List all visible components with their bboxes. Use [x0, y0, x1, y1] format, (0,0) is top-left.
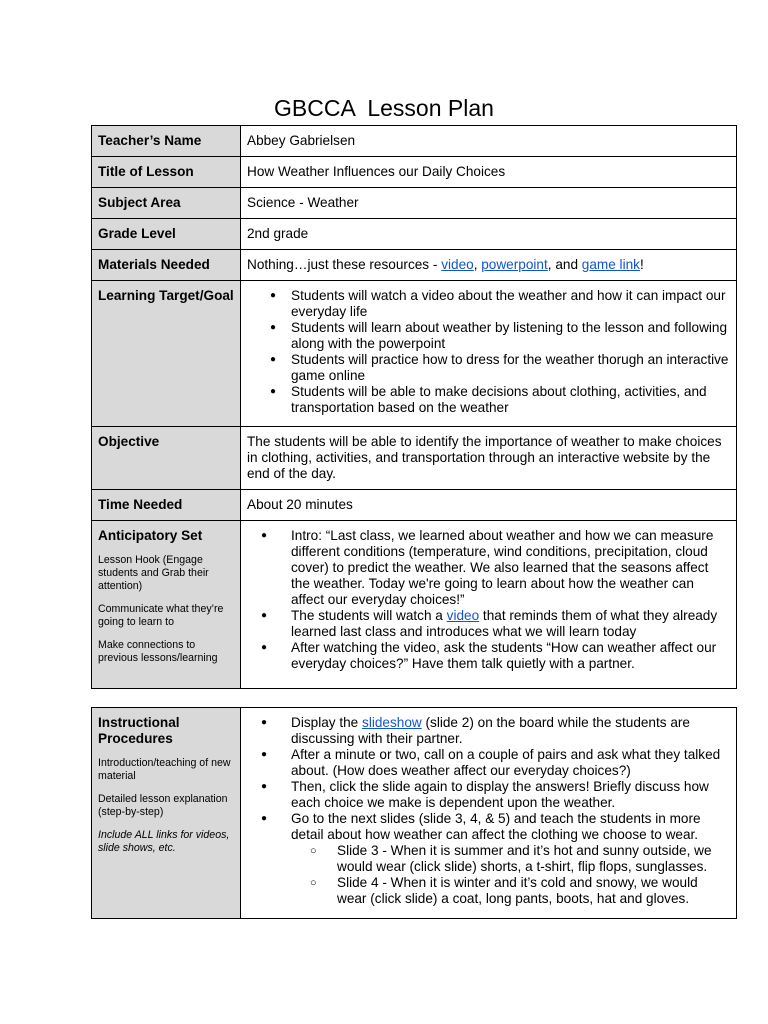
game-link[interactable]: game link — [581, 257, 640, 272]
list-item — [247, 811, 730, 907]
lesson-title-label: Title of Lesson — [92, 157, 241, 188]
list-item-text: The students will watch a — [291, 608, 447, 623]
table-row — [92, 157, 737, 188]
learning-target-label: Learning Target/Goal — [92, 281, 241, 427]
list-item: ● Students will watch a video about the weather and how it can impact our everyday life — [247, 288, 730, 320]
list-item: ● Students will practice how to dress for the weather thorugh an interactive game online — [247, 352, 730, 384]
list-item-text: (slide 2) on the board while the students are discussing with their partner. — [291, 715, 690, 746]
list-item: ● After a minute or two, call on a couple of pairs and ask what they talked about. (How does weather affect our everyday choices?) — [247, 747, 730, 779]
teacher-name-label: Teacher’s Name — [92, 126, 241, 157]
materials-separator: , and — [547, 257, 582, 272]
learning-target-list — [247, 288, 730, 416]
anticipatory-set-label — [92, 521, 241, 689]
instructional-note: Include ALL links for videos, slide shows, etc. — [98, 829, 230, 854]
table-row — [92, 250, 737, 281]
subject-area-value: Science - Weather — [241, 188, 737, 219]
sub-list-item: ○ Slide 4 - When it is winter and it’s cold and snowy, we would wear (click slide) a coat, long pants, boots, hat and gloves. — [291, 875, 730, 907]
subject-area-label: Subject Area — [92, 188, 241, 219]
video-link[interactable]: video — [441, 257, 474, 272]
lesson-plan-table — [91, 125, 737, 689]
anticipatory-set-heading: Anticipatory Set — [98, 528, 203, 543]
materials-text: Nothing…just these resources - — [247, 257, 442, 272]
anticipatory-list — [247, 528, 730, 672]
materials-value — [241, 250, 737, 281]
list-item-text: Display the — [291, 715, 363, 730]
document-title: GBCCA Lesson Plan — [274, 95, 494, 121]
instructional-note: Detailed lesson explanation (step-by-step) — [98, 793, 228, 818]
objective-label: Objective — [92, 427, 241, 490]
anticipatory-video-link[interactable]: video — [446, 608, 480, 623]
instructional-list — [247, 715, 730, 907]
list-item: ● Then, click the slide again to display the answers! Briefly discuss how each choice we make is dependent upon the weather. — [247, 779, 730, 811]
list-item — [247, 608, 730, 640]
anticipatory-set-value — [241, 521, 737, 689]
list-item: ● Intro: “Last class, we learned about weather and how we can measure different conditions (temperature, wind conditions, precipitation, cloud cover) to predict the weather. We also learned that the seasons affect the weather. Today we're going to learn about how the weather can affect our everyday choices!” — [247, 528, 730, 608]
table-row — [92, 427, 737, 490]
table-row — [92, 188, 737, 219]
teacher-name-value: Abbey Gabrielsen — [241, 126, 737, 157]
list-item: ● Students will be able to make decisions about clothing, activities, and transportation based on the weather — [247, 384, 730, 416]
list-item — [247, 715, 730, 747]
time-needed-label: Time Needed — [92, 490, 241, 521]
grade-level-value: 2nd grade — [241, 219, 737, 250]
slide-sublist — [291, 843, 730, 907]
table-row — [92, 219, 737, 250]
list-item: ● After watching the video, ask the students “How can weather affect our everyday choices?” Have them talk quietly with a partner. — [247, 640, 730, 672]
table-row — [92, 521, 737, 689]
instructional-procedures-value — [241, 708, 737, 919]
materials-label: Materials Needed — [92, 250, 241, 281]
anticipatory-note: Make connections to previous lessons/learning — [98, 639, 218, 664]
list-item-text: Go to the next slides (slide 3, 4, & 5) and teach the students in more detail about how weather can affect the clothing we choose to wear. — [291, 811, 701, 842]
table-row — [92, 281, 737, 427]
anticipatory-note: Communicate what they’re going to learn to — [98, 603, 224, 628]
lesson-title-value: How Weather Influences our Daily Choices — [241, 157, 737, 188]
materials-suffix: ! — [639, 257, 644, 272]
anticipatory-note: Lesson Hook (Engage students and Grab their attention) — [98, 554, 209, 592]
objective-value: The students will be able to identify the importance of weather to make choices in clothing, activities, and transportation through an interactive website by the end of the day. — [241, 427, 737, 490]
instructional-procedures-table — [91, 707, 737, 919]
powerpoint-link[interactable]: powerpoint — [481, 257, 548, 272]
instructional-procedures-heading: Instructional Procedures — [98, 715, 180, 746]
grade-level-label: Grade Level — [92, 219, 241, 250]
sub-list-item: ○ Slide 3 - When it is summer and it’s hot and sunny outside, we would wear (click slide) shorts, a t-shirt, flip flops, sunglasses. — [291, 843, 730, 875]
table-row — [92, 126, 737, 157]
list-item-text: that reminds them of what they already learned last class and introduces what we will learn today — [291, 608, 718, 639]
time-needed-value: About 20 minutes — [241, 490, 737, 521]
table-row — [92, 708, 737, 919]
list-item: ● Students will learn about weather by listening to the lesson and following along with the powerpoint — [247, 320, 730, 352]
materials-separator: , — [473, 257, 482, 272]
instructional-procedures-label — [92, 708, 241, 919]
learning-target-value — [241, 281, 737, 427]
table-row — [92, 490, 737, 521]
slideshow-link[interactable]: slideshow — [362, 715, 422, 730]
instructional-note: Introduction/teaching of new material — [98, 757, 231, 782]
